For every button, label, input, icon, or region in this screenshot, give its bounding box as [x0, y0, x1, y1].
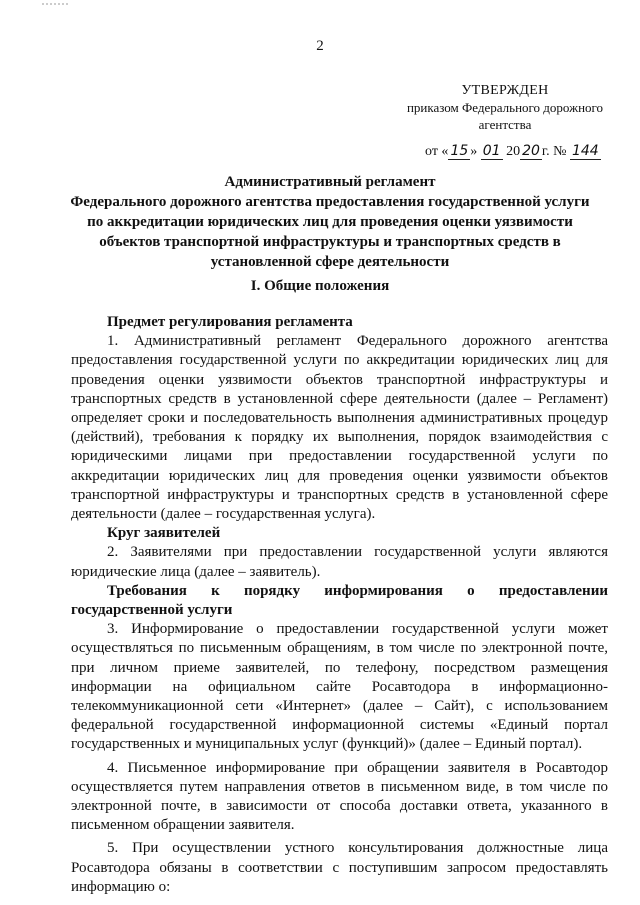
- document-title: [60, 172, 600, 272]
- paragraph: 2. Заявителями при предоставлении государственной услуги являются юридические лица (далее – заявитель).: [71, 544, 608, 580]
- date-year-handwritten: 20: [522, 143, 540, 159]
- scan-mark-icon: [40, 0, 70, 8]
- section-heading: I. Общие положения: [250, 278, 390, 294]
- date-mid: »: [470, 144, 481, 159]
- approval-date: [425, 143, 601, 160]
- document-body: [71, 313, 608, 897]
- date-year-prefix: 20: [502, 144, 521, 159]
- paragraph: 4. Письменное информирование при обращении заявителя в Росавтодор осуществляется путем направления ответов в письменном виде, в том числе по электронной почте, в зависимости от способа доставки ответа, указанного в письменном обращении заявителя.: [71, 759, 608, 834]
- paragraph: 3. Информирование о предоставлении государственной услуги может осуществляться по письменным обращениям, в том числе по электронной почте, при личном приеме заявителей, по телефону, посредством размещения информации на официальном сайте Росавтодора в информационно-телекоммуникационной сети «Интернет» (далее – Сайт), с использованием федеральной государственной информационной системы «Единый портал государственных и муниципальных услуг (функций)» (далее – Единый портал).: [71, 621, 608, 753]
- title-line: объектов транспортной инфраструктуры и транспортных средств в: [99, 234, 561, 250]
- subheading: Круг заявителей: [107, 525, 221, 542]
- date-day-handwritten: 15: [450, 143, 469, 159]
- approval-line: приказом Федерального дорожного: [406, 100, 604, 115]
- title-line: Административный регламент: [224, 174, 436, 190]
- page-number: 2: [316, 38, 324, 54]
- order-number-handwritten: 144: [571, 143, 599, 159]
- title-line: Федерального дорожного агентства предоставления государственной услуги: [70, 194, 590, 210]
- approval-title: УТВЕРЖДЕН: [461, 83, 549, 98]
- title-line: установленной сфере деятельности: [210, 254, 450, 270]
- subheading: Требования к порядку информирования о предоставлении государственной услуги: [71, 582, 608, 619]
- paragraph: 5. При осуществлении устного консультирования должностные лица Росавтодора обязаны в соответствии с поступившим запросом предоставлять информацию о:: [71, 840, 608, 895]
- paragraph: 1. Административный регламент Федерального дорожного агентства предоставления государственной услуги по аккредитации юридических лиц для проведения оценки уязвимости объектов транспортной инфраструктуры и транспортных средств в установленной сфере деятельности (далее – Регламент) определяет сроки и последовательность выполнения административных процедур (действий), требования к порядку их выполнения, порядок взаимодействия с юридическими лицами при предоставлении государственной услуги по аккредитации юридических лиц для проведения оценки уязвимости объектов транспортной инфраструктуры и транспортных средств в установленной сфере деятельности (далее – государственная услуга).: [71, 333, 608, 523]
- title-line: по аккредитации юридических лиц для проведения оценки уязвимости: [87, 214, 573, 230]
- date-month-handwritten: 01: [482, 143, 501, 159]
- approval-line: агентства: [478, 117, 532, 132]
- date-suffix: г. №: [541, 144, 567, 159]
- date-prefix: от «: [425, 144, 449, 159]
- subheading: Предмет регулирования регламента: [107, 314, 353, 330]
